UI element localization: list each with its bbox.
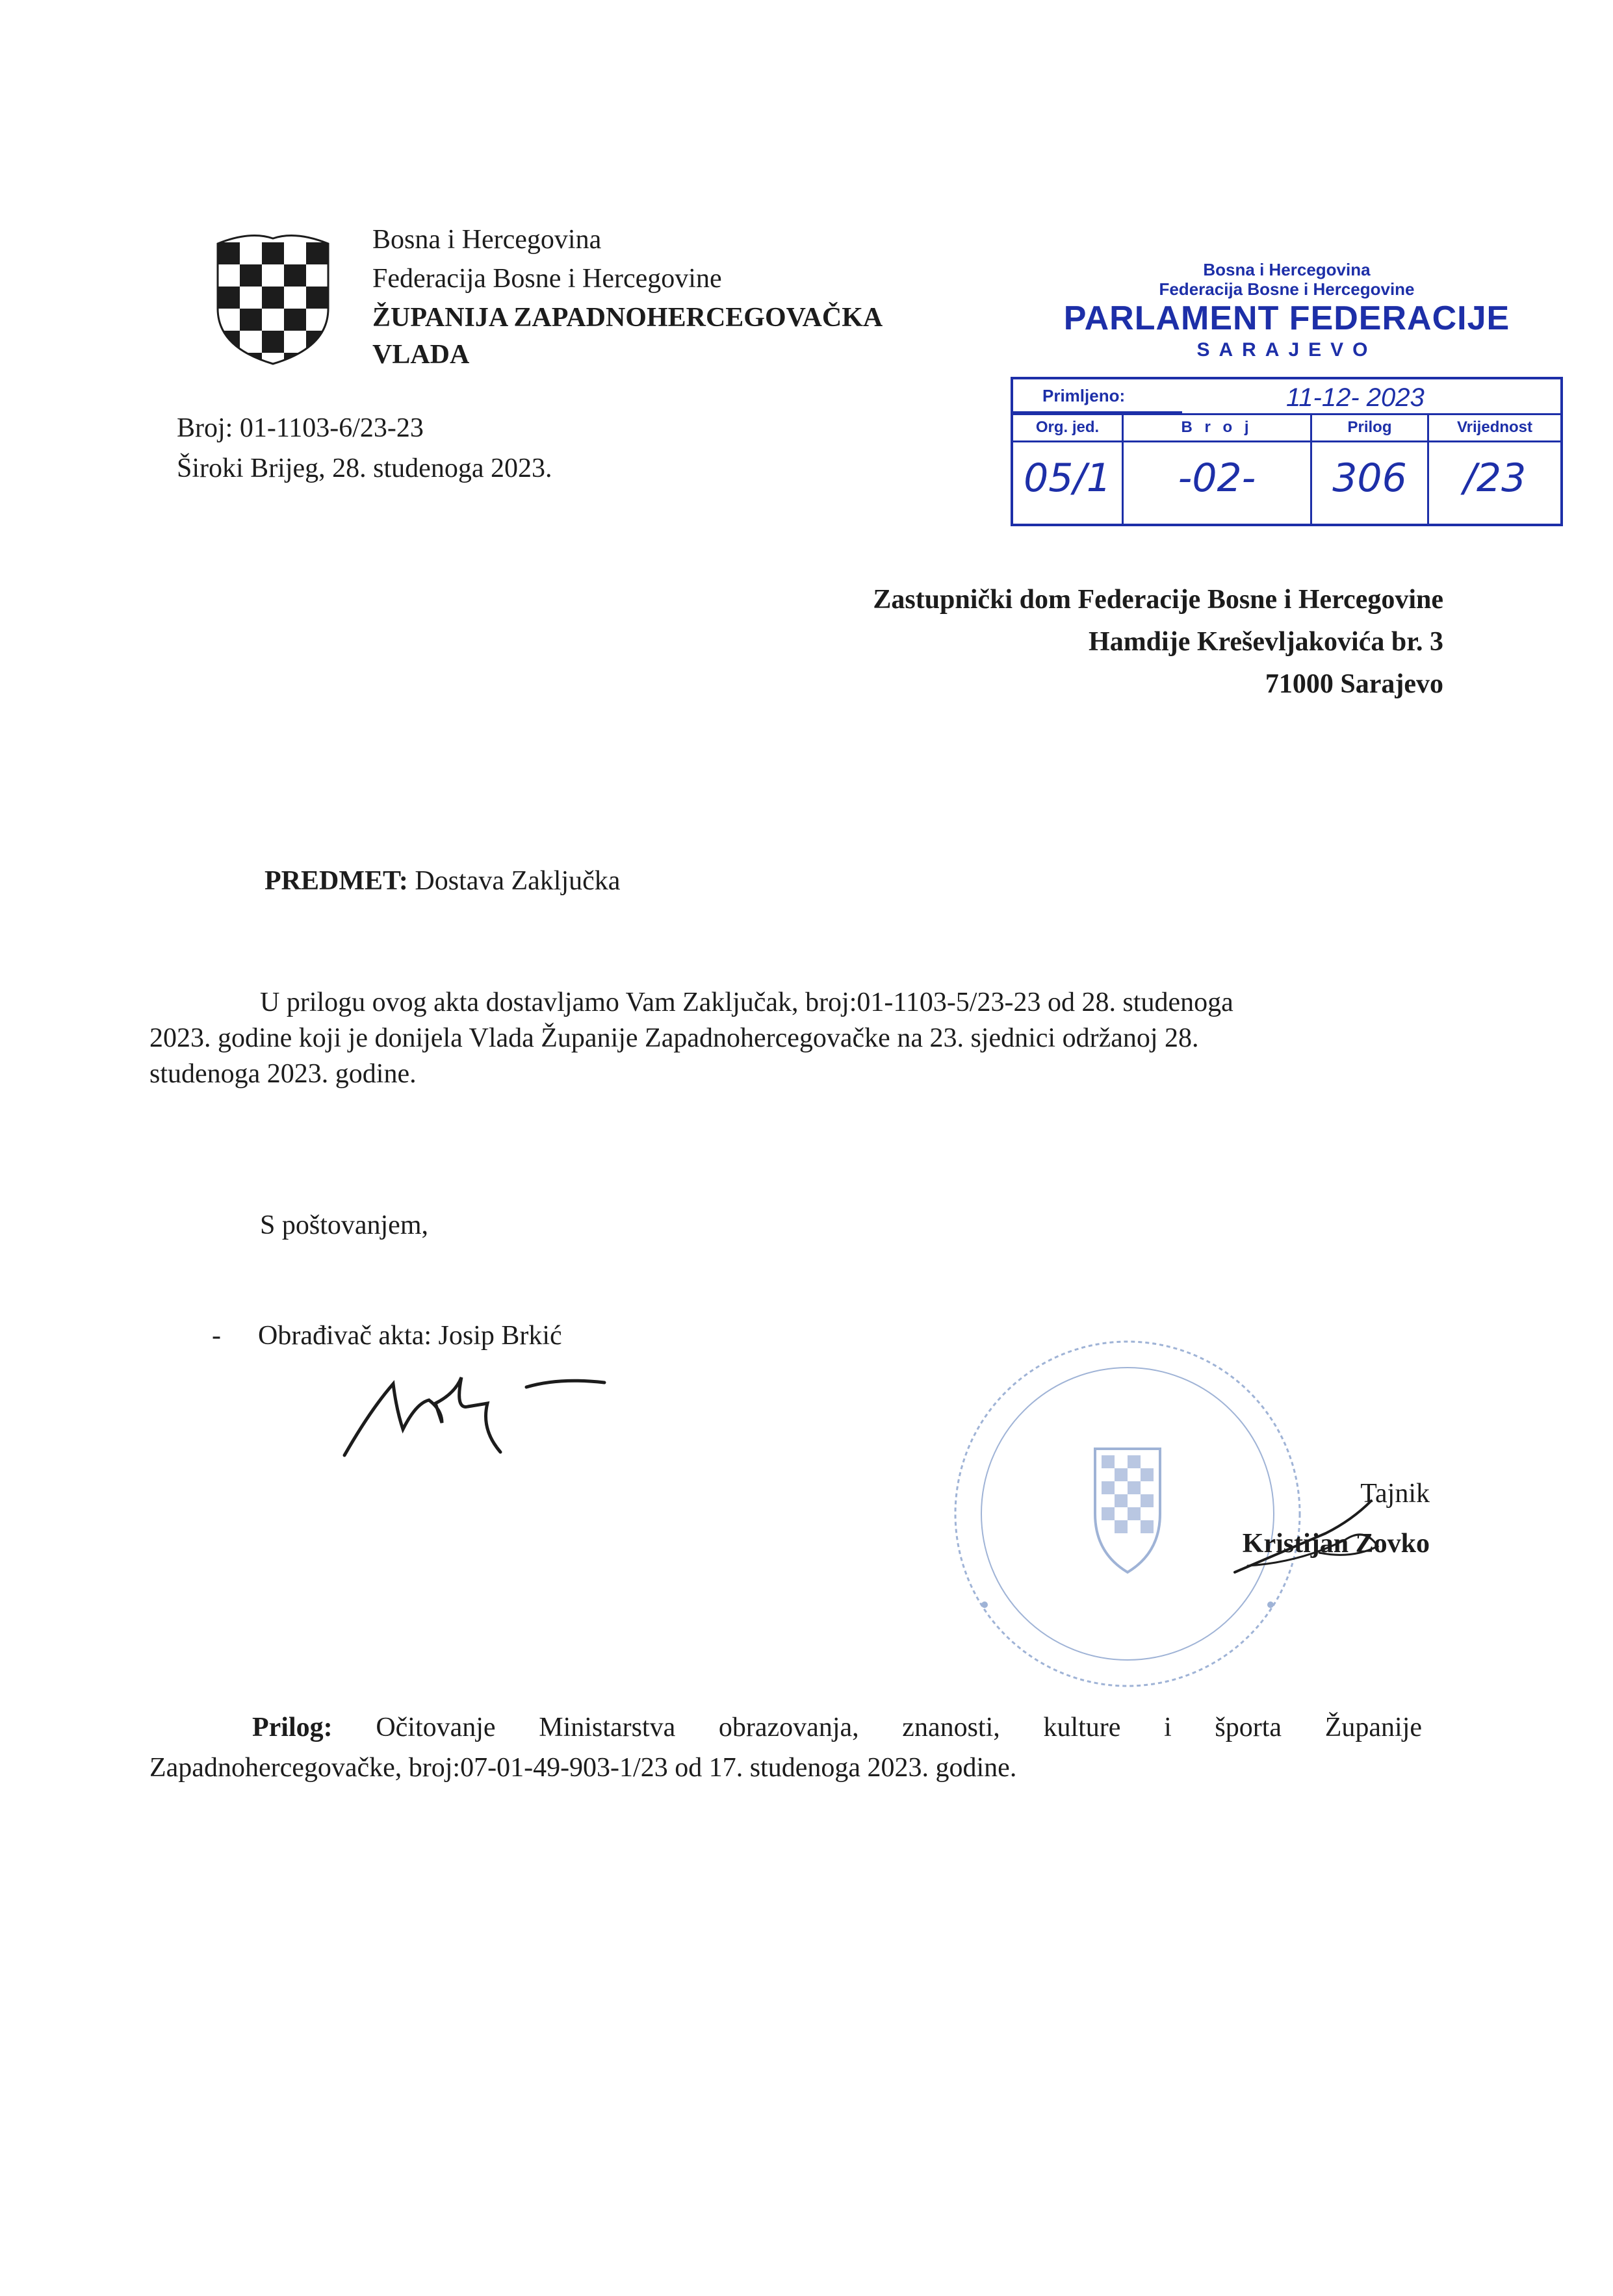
header-federation: Federacija Bosne i Hercegovine bbox=[372, 264, 722, 294]
subject-label: PREDMET: bbox=[265, 866, 408, 896]
body-line-1-start: U prilogu ovog akta dostavljamo Vam Zaključak, bbox=[260, 988, 799, 1017]
stamp-received-date: 11-12- 2023 bbox=[1286, 383, 1425, 412]
header-county: ŽUPANIJA ZAPADNOHERCEGOVAČKA bbox=[372, 303, 883, 333]
attachment-text-1: Očitovanje Ministarstva obrazovanja, znanosti, kulture i športa Županije bbox=[376, 1713, 1423, 1742]
stamp-col-attachment: Prilog bbox=[1312, 415, 1429, 442]
recipient-street: Hamdije Kreševljakovića br. 3 bbox=[1089, 627, 1443, 657]
stamp-parliament: PARLAMENT FEDERACIJE bbox=[1063, 300, 1510, 337]
body-line-1 bbox=[260, 982, 1233, 1023]
recipient-city: 71000 Sarajevo bbox=[1265, 669, 1443, 699]
stamp-city: SARAJEVO bbox=[1196, 339, 1377, 361]
body-line-1-end: broj:01-1103-5/23-23 od 28. studenoga bbox=[798, 988, 1233, 1017]
attachment-line-2: Zapadnohercegovačke, broj:07-01-49-903-1/23 od 17. studenoga 2023. godine. bbox=[149, 1753, 1017, 1783]
header-country: Bosna i Hercegovina bbox=[372, 225, 602, 255]
stamp-val-value: /23 bbox=[1463, 455, 1527, 501]
handler-name: Obrađivač akta: Josip Brkić bbox=[258, 1321, 562, 1351]
handler-signature-icon bbox=[331, 1364, 617, 1462]
stamp-val-attachment: 306 bbox=[1312, 442, 1429, 524]
recipient-institution: Zastupnički dom Federacije Bosne i Hercegovine bbox=[873, 585, 1443, 615]
coat-of-arms-icon bbox=[211, 231, 335, 367]
closing-greeting: S poštovanjem, bbox=[260, 1210, 428, 1240]
stamp-received-label: Primljeno: bbox=[1013, 379, 1182, 413]
stamp-federation: Federacija Bosne i Hercegovine bbox=[1159, 279, 1415, 299]
body-line-3: studenoga 2023. godine. bbox=[149, 1059, 417, 1089]
stamp-col-org: Org. jed. bbox=[1013, 415, 1124, 442]
stamp-val-org: 05/1 bbox=[1013, 442, 1124, 524]
parliament-received-stamp bbox=[1001, 260, 1573, 546]
subject-text: Dostava Zaključka bbox=[415, 866, 621, 896]
place-and-date: Široki Brijeg, 28. studenoga 2023. bbox=[177, 453, 552, 483]
stamp-col-value: Vrijednost bbox=[1429, 415, 1560, 442]
stamp-country: Bosna i Hercegovina bbox=[1203, 260, 1371, 279]
attachment-label: Prilog: bbox=[252, 1713, 333, 1742]
stamp-val-number: -02- bbox=[1124, 442, 1312, 524]
attachment-line-1 bbox=[252, 1707, 1422, 1748]
handler-dash: - bbox=[212, 1321, 221, 1351]
document-number: Broj: 01-1103-6/23-23 bbox=[177, 413, 424, 443]
header-government: VLADA bbox=[372, 340, 470, 370]
body-line-2: 2023. godine koji je donijela Vlada Županije Zapadnohercegovačke na 23. sjednici održanoj 28. bbox=[149, 1023, 1199, 1053]
stamp-register-grid bbox=[1011, 377, 1563, 526]
signatory-title: Tajnik bbox=[1360, 1479, 1430, 1509]
signatory-name: Kristijan Zovko bbox=[1242, 1529, 1430, 1559]
secretary-signature-icon bbox=[1222, 1488, 1404, 1585]
subject-line bbox=[265, 861, 620, 901]
stamp-col-number: B r o j bbox=[1124, 415, 1312, 442]
